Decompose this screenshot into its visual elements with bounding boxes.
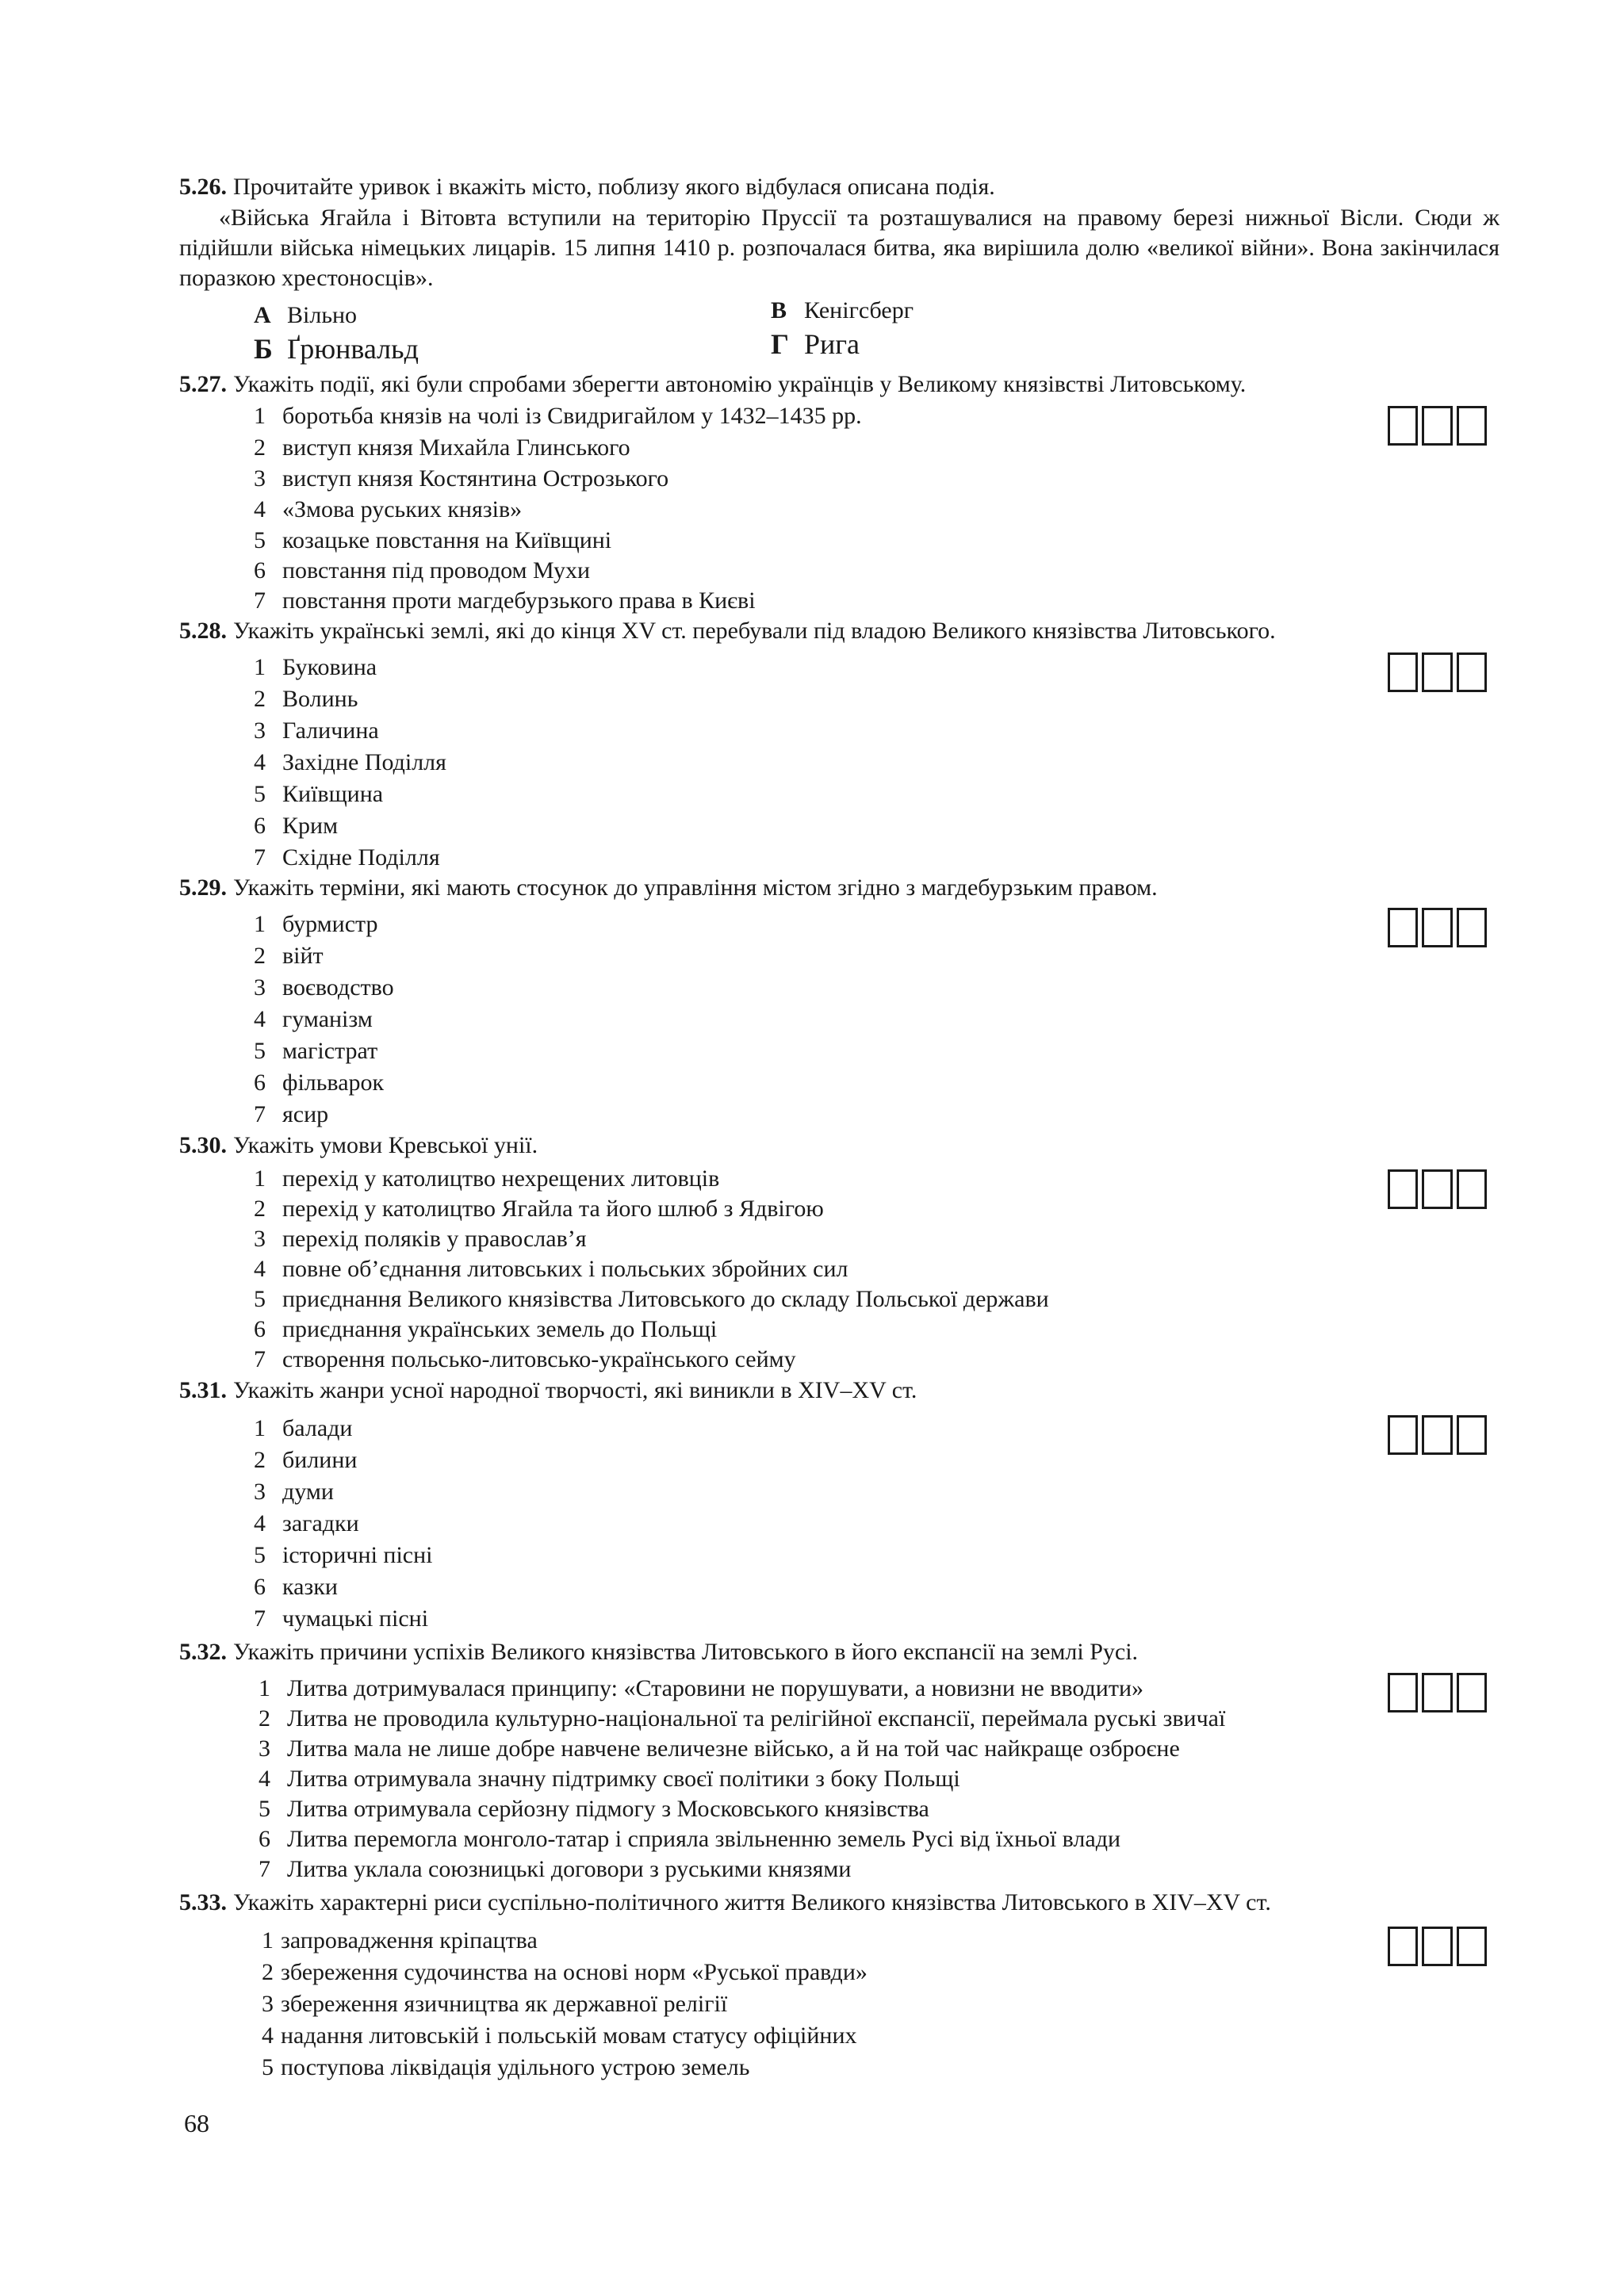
list-item: 5 поступова ліквідація удільного устрою земель [262,2054,750,2080]
list-item: 3 виступ князя Костянтина Острозького [254,465,669,492]
answer-box[interactable] [1457,1169,1487,1209]
answer-boxes-5-29[interactable] [1388,908,1491,947]
list-item: 3 думи [254,1479,334,1505]
list-item: 7 Східне Поділля [254,844,440,871]
list-item: 3 воєводство [254,974,394,1001]
option-a: А Вільно [254,302,358,328]
answer-box[interactable] [1422,1927,1452,1966]
list-item: 1 Буковина [254,654,377,680]
list-item: 5 козацьке повстання на Київщині [254,527,612,553]
answer-boxes-5-30[interactable] [1388,1169,1491,1209]
answer-box[interactable] [1422,1673,1452,1712]
list-item: 1 перехід у католицтво нехрещених литовців [254,1165,720,1192]
list-item: 6 приєднання українських земель до Польщі [254,1316,718,1342]
answer-boxes-5-31[interactable] [1388,1415,1491,1455]
answer-box[interactable] [1457,1673,1487,1712]
list-item: 5 приєднання Великого князівства Литовського до складу Польської держави [254,1286,1049,1312]
answer-box[interactable] [1457,652,1487,692]
answer-box[interactable] [1388,1169,1418,1209]
list-item: 4 «Змова руських князів» [254,496,523,522]
question-5-26-passage: «Війська Ягайла і Вітовта вступили на територію Пруссії та розташувалися на правому березі нижньої Вісли. Сюди ж підійшли війська німецьких лицарів. 15 липня 1410 р. розпочалася битва, яка вирішила долю «великої війни». Вона закінчилася поразкою хрестоносців». [179,205,1500,291]
answer-box[interactable] [1422,406,1452,446]
question-5-27-heading: 5.27. Укажіть події, які були спробами зберегти автономію українців у Великому князівстві Литовському. [179,371,1247,397]
question-number: 5.26. [179,174,227,200]
list-item: 1 балади [254,1415,353,1441]
answer-box[interactable] [1388,908,1418,947]
list-item: 1 бурмистр [254,911,378,937]
list-item: 2 виступ князя Михайла Глинського [254,434,630,461]
answer-boxes-5-33[interactable] [1388,1927,1491,1966]
list-item: 2 Волинь [254,686,358,712]
answer-box[interactable] [1422,908,1452,947]
question-5-32-heading: 5.32. Укажіть причини успіхів Великого князівства Литовського в його експансії на землі Русі. [179,1639,1139,1665]
list-item: 1 боротьба князів на чолі із Свидригайлом у 1432–1435 рр. [254,403,862,429]
list-item: 6 фільварок [254,1070,385,1096]
question-5-33-heading: 5.33. Укажіть характерні риси суспільно-політичного життя Великого князівства Литовського в XIV–XV ст. [179,1889,1271,1915]
question-5-30-heading: 5.30. Укажіть умови Кревської унії. [179,1132,538,1158]
list-item: 4 гуманізм [254,1006,373,1032]
list-item: 2 билини [254,1447,358,1473]
list-item: 7 чумацькі пісні [254,1605,429,1632]
list-item: 4 Литва отримувала значну підтримку своєї політики з боку Польщі [259,1766,960,1792]
answer-box[interactable] [1388,1415,1418,1455]
list-item: 6 повстання під проводом Мухи [254,557,591,584]
answer-box[interactable] [1388,406,1418,446]
answer-box[interactable] [1422,1415,1452,1455]
answer-box[interactable] [1388,652,1418,692]
answer-boxes-5-32[interactable] [1388,1673,1491,1712]
list-item: 3 збереження язичництва як державної релігії [262,1991,728,2017]
list-item: 3 Литва мала не лише добре навчене величезне військо, а й на той час найкраще озброєне [259,1735,1180,1762]
list-item: 6 казки [254,1574,338,1600]
question-5-29-heading: 5.29. Укажіть терміни, які мають стосунок до управління містом згідно з магдебурзьким правом. [179,874,1158,901]
list-item: 7 Литва уклала союзницькі договори з руськими князями [259,1856,852,1882]
option-g: Г Рига [771,328,860,360]
list-item: 4 повне об’єднання литовських і польських збройних сил [254,1256,848,1282]
answer-box[interactable] [1457,406,1487,446]
list-item: 5 Київщина [254,781,384,807]
list-item: 2 війт [254,943,324,969]
list-item: 7 створення польсько-литовсько-українського сейму [254,1346,796,1372]
answer-boxes-5-28[interactable] [1388,652,1491,692]
list-item: 6 Литва перемогла монголо-татар і сприяла звільненню земель Русі від їхньої влади [259,1826,1121,1852]
list-item: 6 Крим [254,813,339,839]
answer-box[interactable] [1422,652,1452,692]
list-item: 1 запровадження кріпацтва [262,1927,538,1954]
answer-box[interactable] [1422,1169,1452,1209]
list-item: 7 повстання проти магдебурзького права в Києві [254,587,756,614]
answer-box[interactable] [1388,1673,1418,1712]
list-item: 7 ясир [254,1101,329,1127]
option-v: В Кенігсберг [771,297,914,323]
list-item: 4 Західне Поділля [254,749,446,775]
question-5-31-heading: 5.31. Укажіть жанри усної народної творчості, які виникли в XIV–XV ст. [179,1377,917,1403]
answer-box[interactable] [1457,1927,1487,1966]
list-item: 4 загадки [254,1510,359,1536]
question-5-28-heading: 5.28. Укажіть українські землі, які до кінця XV ст. перебували під владою Великого князівства Литовського. [179,618,1276,644]
list-item: 1 Литва дотримувалася принципу: «Старовини не порушувати, а новизни не вводити» [259,1675,1143,1701]
question-5-26-heading [179,171,995,203]
answer-box[interactable] [1457,1415,1487,1455]
list-item: 2 збереження судочинства на основі норм «Руської правди» [262,1959,868,1985]
list-item: 5 магістрат [254,1038,378,1064]
page-number: 68 [184,2109,209,2137]
list-item: 3 Галичина [254,718,379,744]
answer-box[interactable] [1457,908,1487,947]
list-item: 5 історичні пісні [254,1542,433,1568]
question-text: Прочитайте уривок і вкажіть місто, поблизу якого відбулася описана подія. [233,174,995,200]
list-item: 4 надання литовській і польській мовам статусу офіційних [262,2022,857,2049]
answer-boxes-5-27[interactable] [1388,406,1491,446]
list-item: 5 Литва отримувала серйозну підмогу з Московського князівства [259,1796,929,1822]
option-b: Б Ґрюнвальд [254,333,419,365]
answer-box[interactable] [1388,1927,1418,1966]
list-item: 2 Литва не проводила культурно-національної та релігійної експансії, переймала руські звичаї [259,1705,1226,1732]
list-item: 2 перехід у католицтво Ягайла та його шлюб з Ядвігою [254,1196,824,1222]
list-item: 3 перехід поляків у православ’я [254,1226,587,1252]
